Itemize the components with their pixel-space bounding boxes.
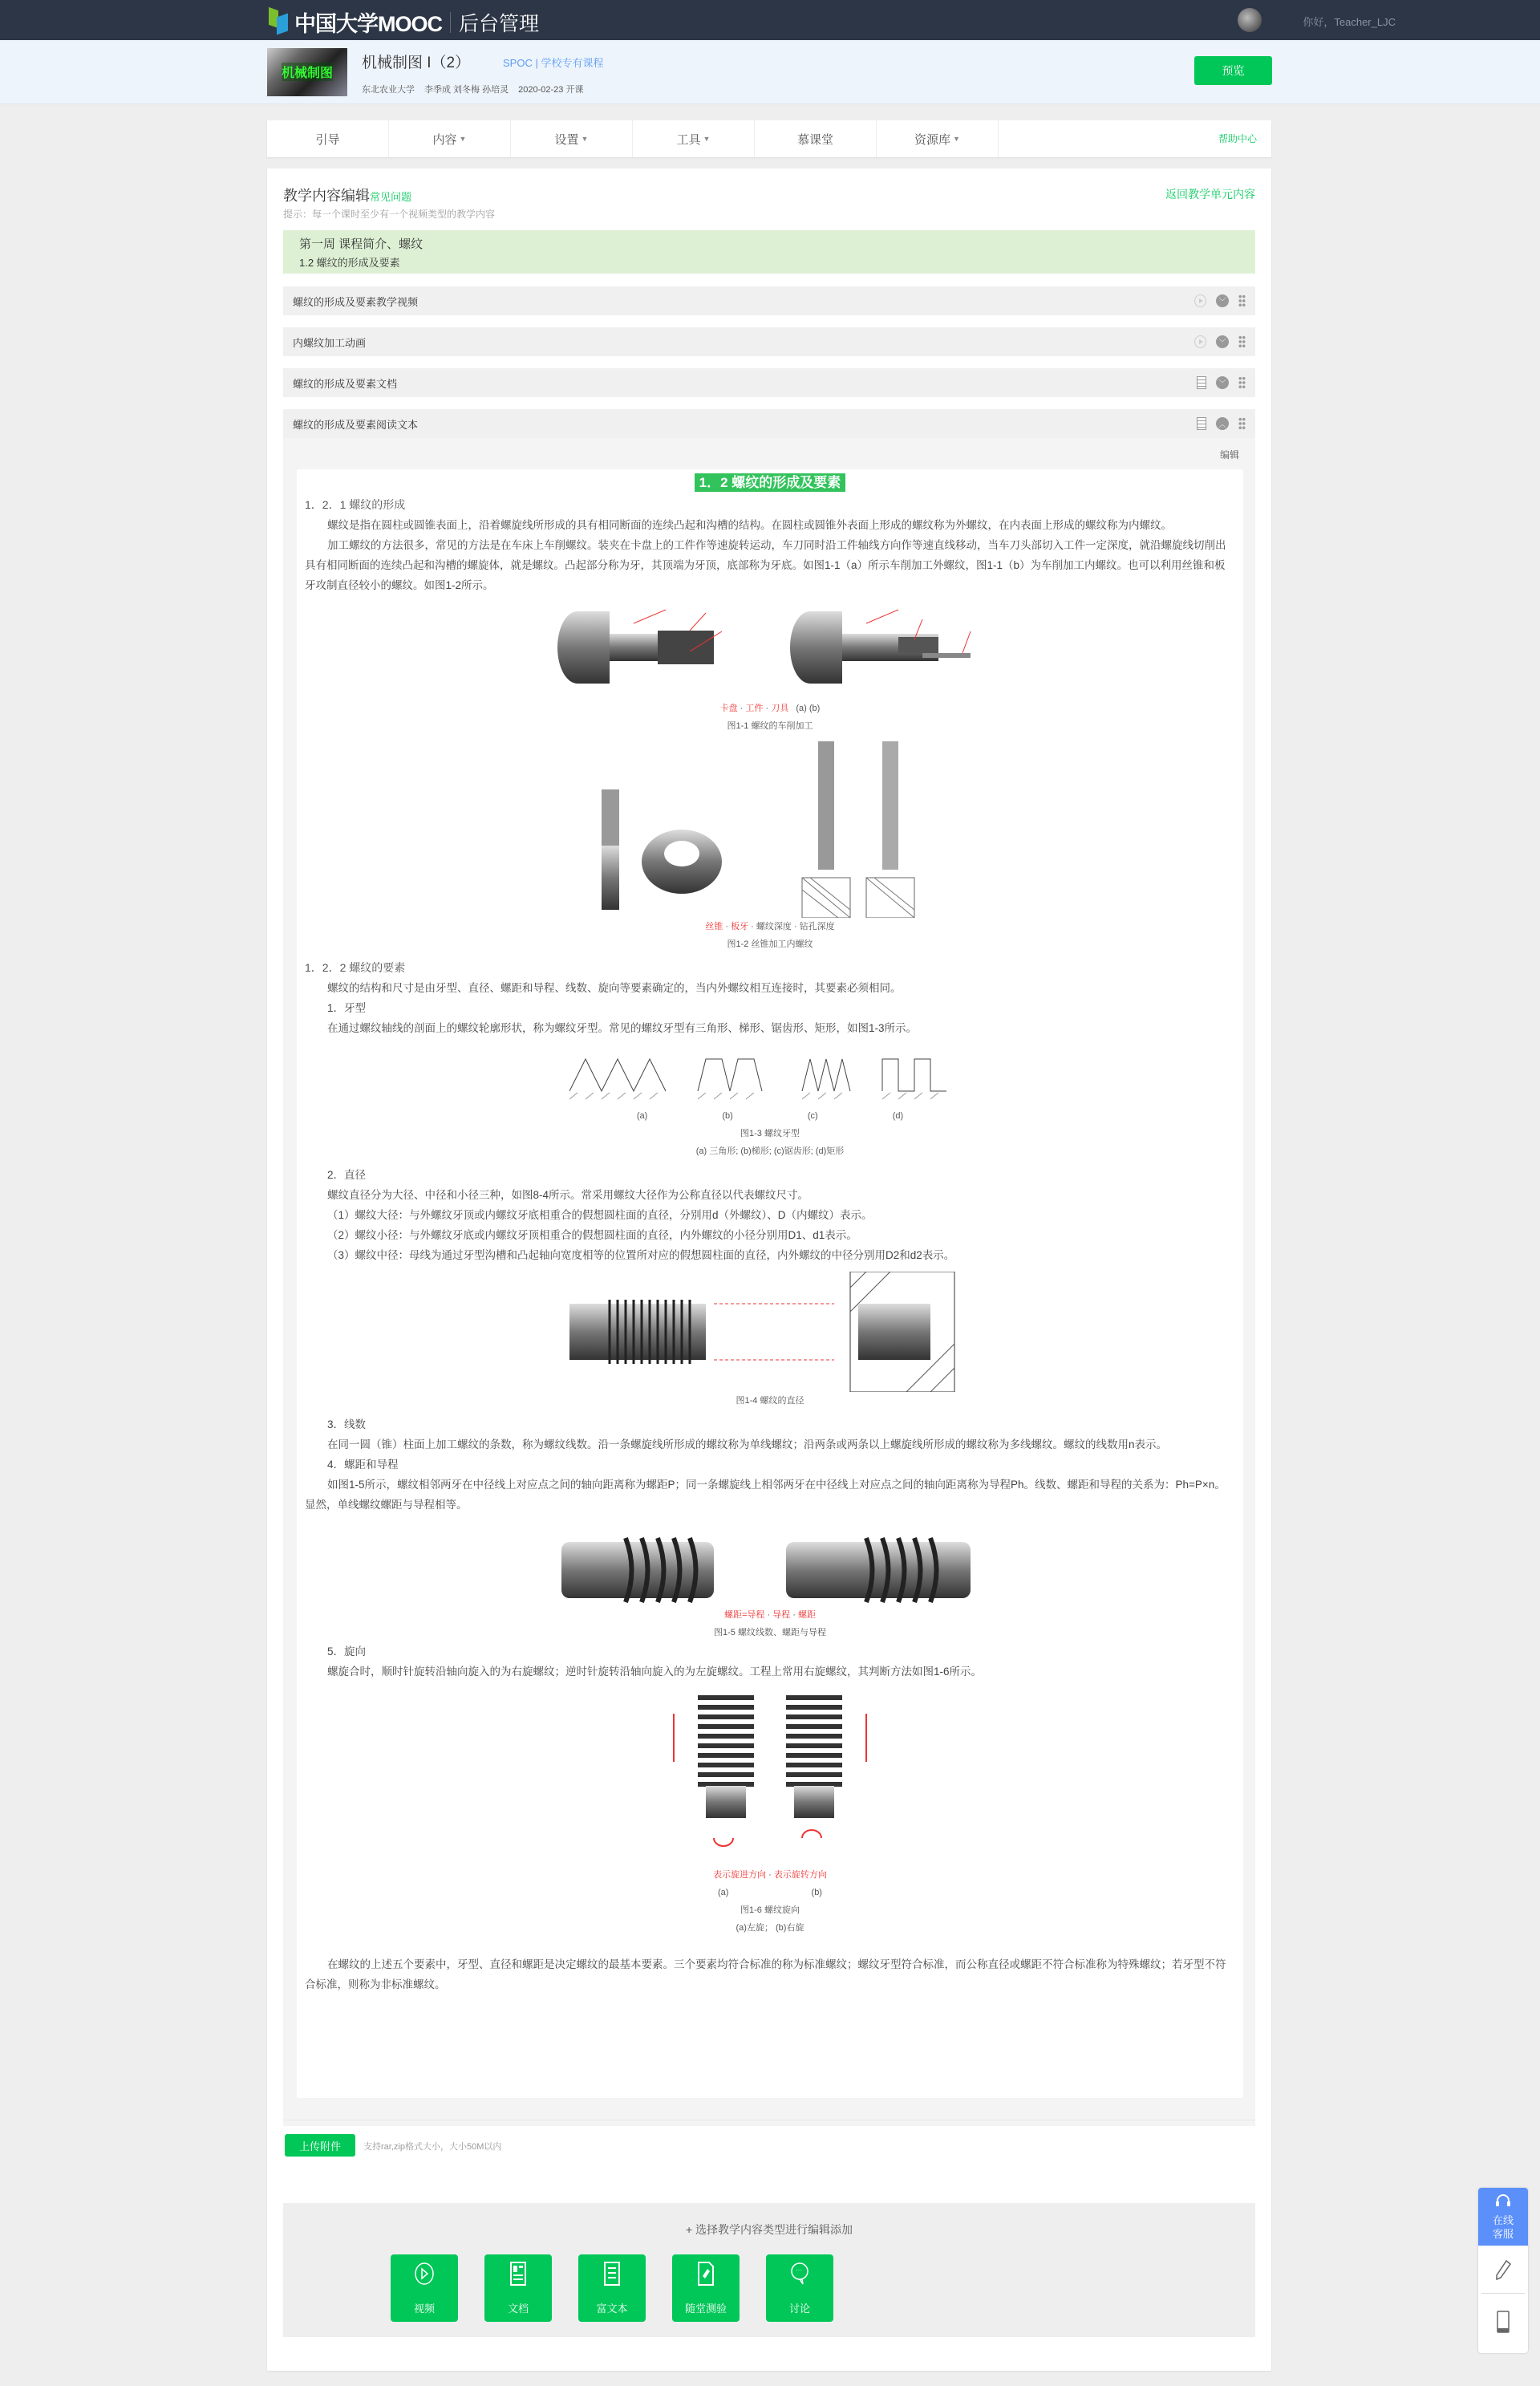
figure-1-2: 丝锥 · 板牙 · 螺纹深度 · 钻孔深度 图1-2 丝锥加工内螺纹	[305, 741, 1235, 953]
page-title: 教学内容编辑常见问题	[283, 188, 412, 204]
quiz-icon	[694, 2261, 718, 2289]
figure-1-6: 表示旋进方向 · 表示旋转方向 (a) (b) 图1-6 螺纹旋向 (a)左旋； (b)右旋	[305, 1690, 1235, 1937]
course-type-tag: SPOC | 学校专有课程	[503, 57, 604, 69]
faq-link[interactable]: 常见问题	[370, 191, 412, 203]
lathe-illustration	[545, 603, 995, 700]
nav-item-0[interactable]: 引导	[267, 120, 389, 157]
nav-item-4[interactable]: 慕课堂	[755, 120, 877, 157]
video-icon	[412, 2261, 436, 2289]
subheading: 1．牙型	[327, 1002, 367, 1014]
course-thumbnail: 机械制图	[267, 48, 347, 96]
expand-icon[interactable]: ﹀	[1216, 376, 1229, 389]
logo-subtitle: 后台管理	[459, 12, 540, 35]
collapse-icon[interactable]: ︿	[1216, 417, 1229, 430]
course-start-date: 2020-02-23 开课	[518, 85, 584, 95]
nav-item-2[interactable]: 设置 ▼	[511, 120, 633, 157]
figure-subcaption: (a)左旋； (b)右旋	[736, 1923, 804, 1933]
content-item-label: 螺纹的形成及要素教学视频	[293, 295, 419, 308]
document-icon	[506, 2261, 530, 2289]
paragraph: （3）螺纹中径：母线为通过牙型沟槽和凸起轴向宽度相等的位置所对应的假想圆柱面的直径，内外螺纹的中径分别用D2和d2表示。	[327, 1249, 955, 1261]
caret-down-icon: ▼	[953, 135, 960, 143]
paragraph: 在螺纹的上述五个要素中，牙型、直径和螺距是决定螺纹的最基本要素。三个要素均符合标准的称为标准螺纹；螺纹牙型符合标准，而公称直径或螺距不符合标准称为特殊螺纹；若牙型不符合标准，则称为非标准螺纹。	[305, 1958, 1226, 1990]
rich-text-panel	[283, 438, 1255, 2126]
thread-pitch-illustration	[561, 1526, 979, 1606]
subheading: 4．螺距和导程	[327, 1459, 399, 1471]
phone-icon	[1497, 2311, 1510, 2333]
content-item-row[interactable]	[283, 368, 1255, 397]
nav-item-1[interactable]: 内容 ▼	[389, 120, 511, 157]
avatar[interactable]	[1238, 8, 1262, 32]
upload-attachment-button[interactable]: 上传附件	[285, 2134, 355, 2157]
edit-link[interactable]: 编辑	[1219, 449, 1239, 461]
rich-text-content	[297, 469, 1243, 2098]
content-item-row[interactable]	[283, 409, 1255, 438]
paragraph: （2）螺纹小径：与外螺纹牙底或内螺纹牙顶相重合的假想圆柱面的直径，内外螺纹的小径分别用D1、d1表示。	[327, 1229, 857, 1241]
paragraph: 螺纹是指在圆柱或圆锥表面上，沿着螺旋线所形成的具有相同断面的连续凸起和沟槽的结构。在圆柱或圆锥外表面上形成的螺纹称为外螺纹，在内表面上形成的螺纹称为内螺纹。	[327, 519, 1172, 531]
paragraph: 螺纹直径分为大径、中径和小径三种，如图8-4所示。常采用螺纹大径作为公称直径以代表螺纹尺寸。	[327, 1189, 809, 1201]
figure-caption: 图1-3 螺纹牙型	[740, 1129, 800, 1138]
thread-direction-illustration	[650, 1690, 890, 1866]
course-teachers: 李季成 刘冬梅 孙培灵	[424, 85, 509, 95]
drag-handle-icon[interactable]	[1238, 417, 1246, 430]
upload-hint: 支持rar,zip格式大小，大小50M以内	[363, 2142, 502, 2152]
course-header	[0, 40, 1540, 104]
thread-profiles-illustration	[569, 1043, 971, 1107]
edit-button[interactable]	[1481, 2246, 1525, 2294]
figure-subcaption: (a) 三角形; (b)梯形; (c)锯齿形; (d)矩形	[695, 1146, 845, 1156]
course-title: 机械制图 I（2）	[362, 55, 471, 71]
preview-button[interactable]: 预览	[1194, 56, 1272, 85]
document-icon	[1197, 417, 1206, 430]
lesson-title: 1.2 螺纹的形成及要素	[299, 257, 400, 269]
content-item-label: 螺纹的形成及要素阅读文本	[293, 418, 419, 431]
caret-down-icon: ▼	[459, 135, 467, 143]
drag-handle-icon[interactable]	[1238, 335, 1246, 348]
paragraph: （1）螺纹大径：与外螺纹牙顶或内螺纹牙底相重合的假想圆柱面的直径，分别用d（外螺纹）、D（内螺纹）表示。	[327, 1209, 873, 1221]
drag-handle-icon[interactable]	[1238, 294, 1246, 307]
paragraph: 在同一圆（锥）柱面上加工螺纹的条数，称为螺纹线数。沿一条螺旋线所形成的螺纹称为单线螺纹；沿两条或两条以上螺旋线所形成的螺纹称为多线螺纹。螺纹的线数用n表示。	[327, 1438, 1168, 1451]
figure-caption: 图1-2 丝锥加工内螺纹	[727, 939, 813, 949]
logo-text: 中国大学MOOC	[294, 12, 442, 36]
content-item-label: 螺纹的形成及要素文档	[293, 377, 398, 390]
video-icon	[1194, 294, 1206, 307]
rich-text-icon	[600, 2261, 624, 2289]
thread-diameter-illustration	[569, 1272, 971, 1392]
nav-item-3[interactable]: 工具 ▼	[633, 120, 755, 157]
discussion-icon	[788, 2261, 812, 2289]
article-title: 1．2 螺纹的形成及要素	[695, 473, 846, 492]
subheading: 2．直径	[327, 1169, 367, 1181]
drag-handle-icon[interactable]	[1238, 376, 1246, 389]
course-meta	[362, 83, 593, 95]
content-item-row[interactable]	[283, 286, 1255, 315]
tap-die-illustration	[569, 741, 971, 918]
figure-caption: 图1-5 螺纹线数、螺距与导程	[714, 1628, 826, 1637]
course-nav	[267, 120, 1271, 157]
figure-1-5: 螺距=导程 · 导程 · 螺距 图1-5 螺纹线数、螺距与导程	[305, 1526, 1235, 1641]
add-video-button[interactable]: 视频	[391, 2254, 458, 2322]
section-heading: 1．2．1 螺纹的形成	[305, 498, 406, 511]
figure-1-3: (a) (b) (c) (d) 图1-3 螺纹牙型 (a) 三角形; (b)梯形; (c)锯齿形; (d)矩形	[305, 1043, 1235, 1160]
content-item-label: 内螺纹加工动画	[293, 336, 367, 349]
add-discussion-button[interactable]: ··· 讨论	[766, 2254, 833, 2322]
help-center-link[interactable]: 帮助中心	[1218, 133, 1257, 144]
expand-icon[interactable]: ﹀	[1216, 335, 1229, 348]
course-school: 东北农业大学	[362, 85, 415, 95]
section-heading: 1．2．2 螺纹的要素	[305, 961, 406, 974]
nav-item-5[interactable]: 资源库 ▼	[877, 120, 999, 157]
paragraph: 螺旋合时，顺时针旋转沿轴向旋入的为右旋螺纹；逆时针旋转沿轴向旋入的为左旋螺纹。工程上常用右旋螺纹，其判断方法如图1-6所示。	[327, 1666, 983, 1678]
figure-caption: 图1-1 螺纹的车削加工	[727, 721, 813, 731]
figure-1-4	[305, 1272, 1235, 1410]
subheading: 3．线数	[327, 1418, 367, 1430]
caret-down-icon: ▼	[581, 135, 589, 143]
floating-toolbar	[1478, 2188, 1528, 2353]
hint-text: 提示：每一个课时至少有一个视频类型的教学内容	[283, 209, 496, 220]
figure-1-1: 卡盘 · 工件 · 刀具 (a) (b) 图1-1 螺纹的车削加工	[305, 603, 1235, 735]
content-editor-card	[267, 168, 1271, 2371]
add-document-button[interactable]: 文档	[484, 2254, 552, 2322]
add-content-title: + 选择教学内容类型进行编辑添加	[685, 2223, 853, 2236]
paragraph: 如图1-5所示，螺纹相邻两牙在中径线上对应点之间的轴向距离称为螺距P；同一条螺旋线上相邻两牙在中径线上对应点之间的轴向距离称为导程Ph。线数、螺距和导程的关系为：Ph=P×n。显然，单线螺纹螺距与导程相等。	[305, 1479, 1226, 1511]
add-content-panel	[283, 2203, 1255, 2337]
top-bar	[0, 0, 1540, 40]
expand-icon[interactable]: ﹀	[1216, 294, 1229, 307]
mobile-button[interactable]	[1478, 2294, 1528, 2350]
pencil-icon	[1494, 2259, 1512, 2280]
paragraph: 螺纹的结构和尺寸是由牙型、直径、螺距和导程、线数、旋向等要素确定的，当内外螺纹相互连接时，其要素必须相同。	[327, 982, 902, 994]
headset-icon	[1494, 2193, 1512, 2210]
logo-icon	[269, 9, 288, 36]
subheading: 5．旋向	[327, 1645, 367, 1658]
lesson-banner	[283, 230, 1255, 274]
add-rich-text-button[interactable]: 富文本	[578, 2254, 646, 2322]
svg-text:···: ···	[796, 2266, 802, 2274]
week-title: 第一周 课程简介、螺纹	[299, 237, 424, 251]
add-quiz-button[interactable]: 随堂测验	[672, 2254, 740, 2322]
online-service-button[interactable]: 在线客服	[1478, 2188, 1528, 2246]
caret-down-icon: ▼	[703, 135, 711, 143]
mooc-logo[interactable]	[269, 6, 539, 38]
paragraph: 在通过螺纹轴线的剖面上的螺纹轮廓形状，称为螺纹牙型。常见的螺纹牙型有三角形、梯形、锯齿形、矩形，如图1-3所示。	[327, 1022, 918, 1034]
document-icon	[1197, 376, 1206, 389]
paragraph: 加工螺纹的方法很多，常见的方法是在车床上车削螺纹。装夹在卡盘上的工件作等速旋转运动，车刀同时沿工件轴线方向作等速直线移动，当车刀头部切入工件一定深度，就沿螺旋线切削出具有相同断面的连续凸起和沟槽的螺旋体，就是螺纹。凸起部分称为牙，其顶端为牙顶，底部称为牙底。如图1-1（a）所示车削加工外螺纹，图1-1（b）为车削加工内螺纹。也可以利用丝锥和板牙攻制直径较小的螺纹。如图1-2所示。	[305, 539, 1226, 591]
figure-caption: 图1-4 螺纹的直径	[736, 1396, 804, 1406]
video-icon	[1194, 335, 1206, 348]
content-item-row[interactable]	[283, 327, 1255, 356]
back-to-unit-link[interactable]: 返回教学单元内容	[1165, 188, 1255, 201]
user-greeting: 你好，Teacher_LJC	[1303, 16, 1396, 28]
figure-caption: 图1-6 螺纹旋向	[740, 1905, 800, 1915]
